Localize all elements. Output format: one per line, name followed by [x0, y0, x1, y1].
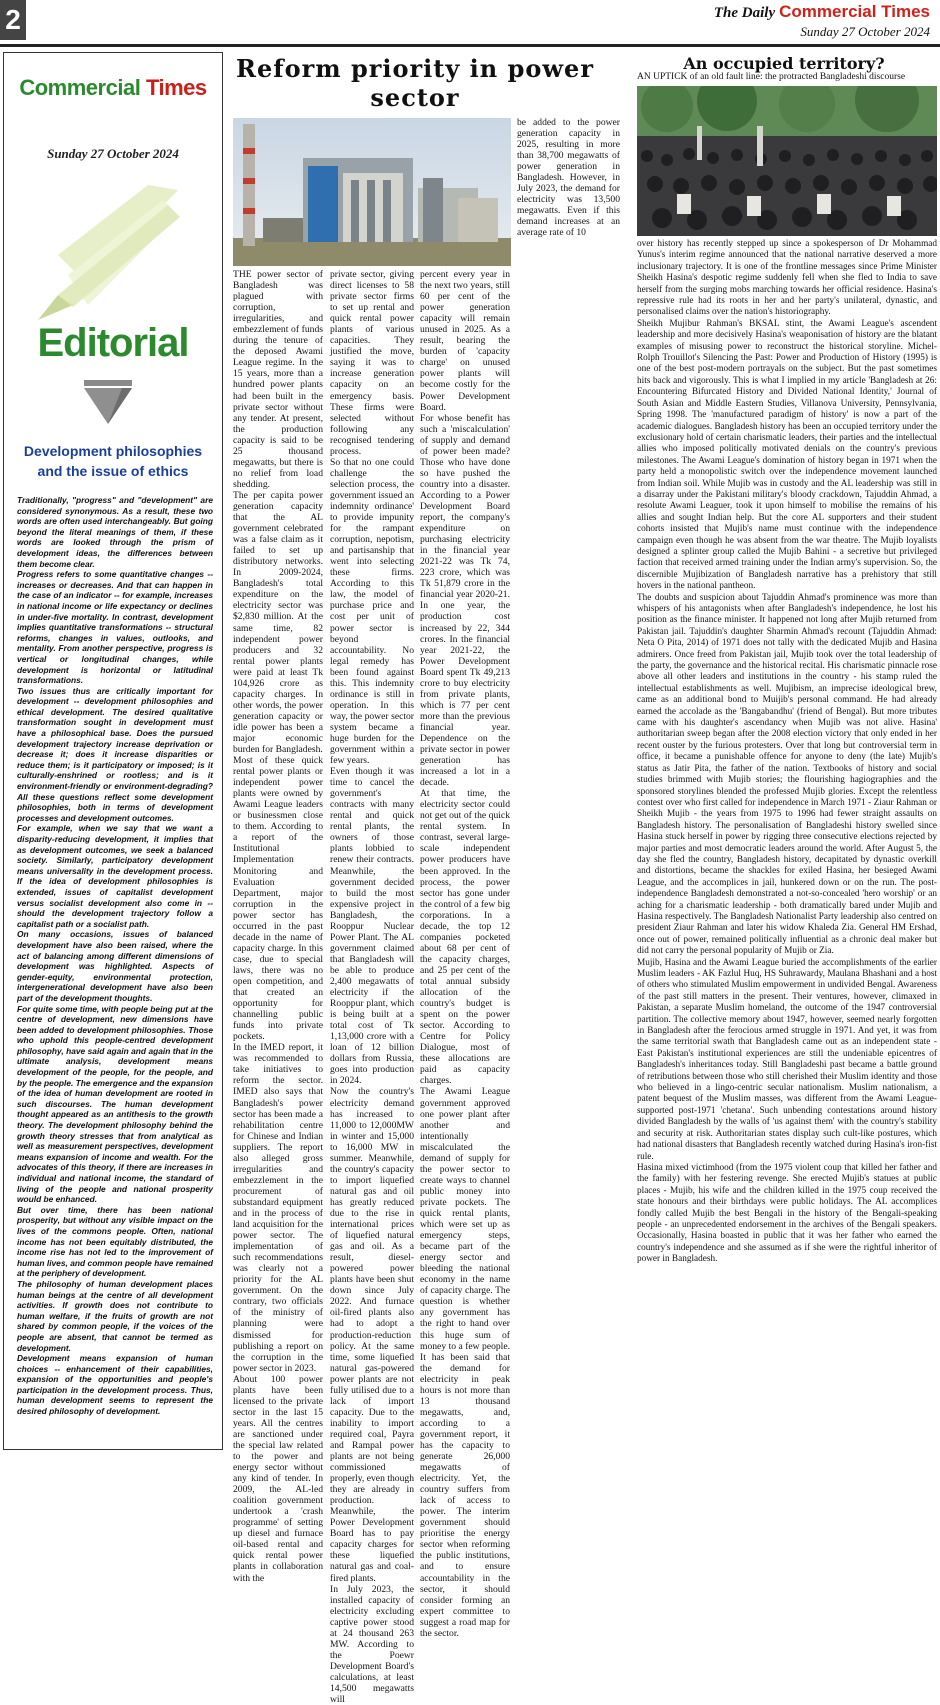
main-article-paragraph: Even though it was time to cancel the government's contracts with many rental and quick rental plants, the owners of those plants lobbied to renew their contracts. Meanwhile, the government decided to build the most expensive project in Bangladesh, the Rooppur Nuclear Power Plant. The AL government claimed that Bangladesh will be able to produce 2,400 megawatts of electricity if the Rooppur plant, which is being built at a total cost of Tk 1,13,000 crore with a loan of 12 billion dollars from Russia, goes into production in 2024. — [330, 766, 414, 1087]
page-number: 2 — [0, 0, 26, 40]
right-article-paragraph: over history has recently stepped up since a spokesperson of Dr Mohammad Yunus's interim regime announced that the national narrative deserved a more inclusionary trajectory. It is one of the frontline messages since Prime Minister Sheikh Hasina's despotic regime suddenly fell when she fled to India to save herself from the surging mobs marching towards her official residence. Hasina's repressive rule had its roots in her and her party's unilateral, dynastic, and personalised claims over the nation's historiography. — [637, 239, 937, 318]
right-article-paragraph: The doubts and suspicion about Tajuddin Ahmad's prominence was more than whispers of his antagonists when after Bangladesh's independence, he lost his position as the finance minister. It happened not long after Mujib returned from Pakistan jail. Tajuddin's daughter Sharmin Ahmad's recount (Tajuddin Ahmad: Neta O Pita, 2014) of 1971 does not tally with the dedicated Mujib and Hasina admirers. Once freed from Pakistan jail, Mujib took over the total leadership of the party, the governance and the historical recital. His charismatic pinnacle rose above all other leaders and institutions in the country - his stamp ruled the intellectual establishments as well. Mujibism, an imprecise ideological brew, came as an additional bond to Muijib's personal command. He had already earned the accolade as the 'Bangabandhu' (friend of Bengal). But more tributes came with his daughter's ascendancy when Mujib was not alive. Hasina' authoritarian sweep began after the 2008 election victory that only ended in her recent ouster by the furious protesters. Over that long but controversial term in office, it became a punishable offence for anyone to deny (the late) Mujib's status as Jatir Pita, the father of the nation. Textbooks of history and social studies brimmed with Mujib stories; the flourishing hagiographies and the sponsored storylines blended the professed Mujib glories. Except the relentless contest over who first called for independence in March 1971 - Ziaur Rahman or Sheikh Mujib - the years from 1975 to 1996 had fewer straight assaults on Bangladesh history. The personalisation of Bangladeshi history swelled since Hasina stuck herself in power by rigging three consecutive elections rejected by major parties and most democratic leaders around the world. After August 5, the day she fled the country, Bangladesh history, decapitated by dynastic overkill and distortions, became the shackles for exiled Hasina, her besieged Awami League, and the accomplices in jail, hunkered down or on the run. The post-independence Bangladesh demonstrated a not-so-concealed 'hero worship' or an aching for a charismatic leadership - both dramatically bared under Mujib and Hasina respectively. The Bangladesh Nationalist Party leadership also centred on president Ziaur Rahman and later his widow Khaleda Zia. General HM Ershad, once out of power, remained politically influential as a chronic deal maker but did not carry the personal popularity of Mujib or Zia. — [637, 592, 937, 957]
section-title-editorial: Editorial — [37, 321, 189, 365]
right-article-deck: AN UPTICK of an old fault line: the protracted Bangladeshi discourse — [637, 72, 906, 82]
crowd-protest-photo — [637, 86, 937, 236]
main-article-paragraph: The Awami League government approved one power plant after another and intentionally miscalculated the demand of supply for the power sector to create ways to channel public money into private pockets. The quick rental plants, which were set up as emergency steps, became part of the energy sector and bleeding the national economy in the name of capacity charge. The question is whether any government has the right to hand over this huge sum of money to a few people. It has been said that the demand for electricity in peak hours is not more than 13 thousand megawatts, and, according to a government report, it has the capacity to generate 26,000 megawatts of electricity. Yet, the country suffers from lack of access to power. The interim government should prioritise the energy sector when reforming the public institutions, and to ensure accountability in the sector, it should consider forming an expert committee to suggest a road map for the sector. — [420, 1086, 510, 1639]
main-article-paragraph: percent every year in the next two years, still 60 per cent of the power generation capacity will remain unused in 2025. As a result, bearing the burden of 'capacity charge' on unused power plants will become costly for the Power Development Board. — [420, 269, 510, 413]
editorial-date: Sunday 27 October 2024 — [47, 146, 179, 161]
main-article-paragraph: In the IMED report, it was recommended to take initiatives to reform the sector. IMED also says that Bangladesh's power sector has been made a rehabilitation centre for Chinese and Indian suppliers. The report also alleged gross irregularities and embezzlement in the procurement of substandard equipment and in the process of land acquisition for the power sector. The implementation of such recommendations was clearly not a priority for the AL government. On the contrary, two officials of the ministry of planning were dismissed for publishing a report on the corruption in the power sector in 2023. — [233, 1042, 323, 1374]
masthead-date: Sunday 27 October 2024 — [800, 24, 930, 39]
main-article-paragraph: Now the country's electricity demand has increased to 11,000 to 12,000MW in winter and 15,000 to 16,000 MW in summer. Meanwhile, the country's capacity to import liquefied natural gas and oil has greatly reduced due to the rise in international prices of liquefied natural gas and oil. As a result, diesel-powered power plants have been shut down since July 2022. And furnace oil-fired plants also had to adopt a production-reduction policy. At the same time, some liquefied natural gas-powered power plants are not fully utilised due to a lack of import capacity. Due to the inability to import required coal, Payra and Rampal power plants are not being commissioned properly, even though they are already in production. Meanwhile, the Power Development Board has to pay capacity charges for these liquefied natural gas and coal-fired plants. — [330, 1086, 414, 1584]
editorial-paragraph: But over time, there has been national prosperity, but without any visible impact on the lives of the commons people. Often, national income has not been equitably distributed, the income rise has not led to the improvement of human lives, and common people have remained at the periphery of development. — [17, 1204, 213, 1279]
logo-times: Times — [145, 75, 207, 100]
main-article-column-3 — [420, 269, 510, 1639]
right-article-title: An occupied territory? — [683, 54, 885, 73]
main-article-paragraph: At that time, the electricity sector could not get out of the quick rental system. In contrast, several large-scale independent power producers have been approved. In the process, the power sector has gone under the control of a few big corporations. In a decade, the top 12 companies pocketed about 68 per cent of the capacity charges, and 25 per cent of the total annual subsidy allocation of the country's budget is spent on the power sector. According to Centre for Policy Dialogue, most of these allocations are paid as capacity charges. — [420, 788, 510, 1087]
fountain-pen-icon — [28, 175, 198, 325]
right-article-paragraph: Hasina mixed victimhood (from the 1975 violent coup that killed her father and the family) with her festering revenge. She erected Mujib's statues at public places - Mujib, his wife and the children killed in the 1975 coup received the state honours and their birthdays were public holidays. The AL accomplices fondly called Mujib the best Bengali in the history of the Bengali-speaking people - an unprecedented endorsement in the archives of the Bengali speakers. Occasionally, Hasina boasted in public that it was her father who earned the country's independence and she assumed as if she were the rightful inheritor of power in Bangladesh. — [637, 1162, 937, 1265]
main-article-column-2 — [330, 269, 414, 1705]
main-article-paragraph: be added to the power generation capacity in 2025, resulting in more than 38,700 megawatts of power generation in Bangladesh. However, in July 2023, the demand for electricity was 13,500 megawatts. Even if this demand increases at an average rate of 10 — [517, 117, 620, 239]
editorial-paragraph: On many occasions, issues of balanced development have also been raised, where the act of balancing among different dimensions of development was highlighted. Aspects of gender-equity, environmental protection, intergenerational development have also been part of the development thoughts. — [17, 929, 213, 1003]
main-article-paragraph: So that no one could challenge the selection process, the government issued an indemnity ordinance' to provide impunity for the rampant corruption, nepotism, and partisanship that went into selecting these firms. According to this law, the model of purchase price and cost per unit of power sector is beyond accountability. No legal remedy has been found against this. This indemnity ordinance is still in operation. In this way, the power sector system became a huge burden for the government within a few years. — [330, 456, 414, 767]
main-article-paragraph: For whose benefit has such a 'miscalculation' of supply and demand of power been made? Those who have done so have pushed the country into a disaster. According to a Power Development Board report, the company's expenditure on purchasing electricity in the financial year 2021-22 was Tk 74, 223 crore, which was Tk 51,879 crore in the financial year 2020-21. In one year, the production cost increased by 22, 344 crores. In the financial year 2021-22, the Power Development Board spent Tk 49,213 crore to buy electricity from private plants, which is 77 per cent more than the previous financial year. Dependence on the private sector in power generation has increased a lot in a decade. — [420, 412, 510, 789]
main-article-paragraph: The per capita power generation capacity that the AL government celebrated was a false claim as it failed to set up distributory networks. In 2009-2024, Bangladesh's total expenditure on the electricity sector was $2,830 million. At the same time, 82 independent power producers and 32 rental power plants were paid at least Tk 104,926 crore as capacity charges. In other words, the power generation capacity or idle power has been a major economic burden for Bangladesh. — [233, 489, 323, 756]
main-article-paragraph: In July 2023, the installed capacity of electricity excluding captive power stood at 24 thousand 263 MW. According to the Poewr Development Board's calculations, at least 14,500 megawatts will — [330, 1583, 414, 1705]
top-rule — [0, 44, 940, 47]
editorial-paragraph: The philosophy of human development places human beings at the centre of all development activities. If growth does not contribute to human welfare, if the fruits of growth are not shared by common people, if the voices of the people are absent, that cannot be termed as development. — [17, 1278, 213, 1353]
down-arrow-icon — [78, 378, 138, 438]
editorial-paragraph: Development means expansion of human choices -- enhancement of their capabilities, expansion of the opportunities and people's participation in the development process. Thus, human development seems to represent the desired philosophy of development. — [17, 1353, 213, 1417]
masthead-paper-name: Commercial Times — [779, 2, 930, 21]
right-article-paragraph: Sheikh Mujibur Rahman's BKSAL stint, the Awami League's ascendent leadership and more decisively Hasina's weaponisation of history are the blatant examples of misusing power to reconstruct the historical storyline. Michel-Rolph Trouillot's Silencing the Past: Power and Production of History (1995) is one of the best post-modern portrayals on the subject. But the past sometimes hits back and vigorously. This is what I implied in my article 'Bangladesh at 26: Encountering Bifurcated History and Divided National Identity,' Journal of South Asian and Middle Eastern Studies, Villanova University, Pennsylvania, Spring 1998. The 'manufactured paradigm of history' is now a part of the academic dialogues. Bangladesh history has been an occupied territory under the exclusionary hold of certain charismatic leaders, their parties and the intellectual allies who imposed politically motivated denials on the country's previous milestones. The Awami League's domination of history began in 1971 when the party held a monopolistic switch over the independence movement launched from Indian soil. While Mujib was in custody and the AL leadership was still in a disarray under the Pakistani military's bloody crackdown, Tajuddin Ahmad, a resolute Awami Leaguer, took it upon himself to mobilise the remains of his allies and sought Indian help. But the core AL supporters and their student cohorts insisted that Mujib's name must continue with the independence campaign even though he was absent from the war theatre. The Mujib loyalists designed a splinter group called the Mujib Bahini - a secretive but privileged faction that received armed training under the Indian army's supervision. So, the discernible Mujibization of Bangladesh narrative has a prehistory that still hovers in the national pantheon. — [637, 318, 937, 592]
main-article-paragraph: THE power sector of Bangladesh was plagued with corruption, irregularities, and embezzlement of funds during the tenure of the deposed Awami League regime. In the 15 years, more than a hundred power plants had been built in the private sector without any tender. At present, the production capacity is said to be 25 thousand megawatts, but there is no relief from load shedding. — [233, 269, 323, 490]
masthead-the-daily: The Daily — [713, 5, 776, 21]
editorial-logo — [4, 75, 222, 101]
main-article-paragraph: private sector, giving direct licenses to 58 private sector firms to set up rental and quick rental power plants of various capacities. They justified the move, saying it was to increase generation capacity on an emergency basis. These firms were selected without following any recognised tendering process. — [330, 269, 414, 457]
main-article-column-1 — [233, 269, 323, 1584]
editorial-paragraph: Two issues thus are critically important for development -- development philosophies and ethical development. The desired qualitative transformation sought in development must have a philosophical base. Does the pursued development trajectory increase deprivation or decrease it; does it increase disparities or reduce them; is it participatory or imposed; is it culturally-enshrined or rootless; and is it environment-friendly or environment-degrading? All these questions reflect some development philosophies, both in terms of development processes and development outcomes. — [17, 685, 213, 823]
editorial-paragraph: For quite some time, with people being put at the centre of development, new dimensions have been added to development philosophies. Those who uphold this people-centred development philosophy, have said again and again that in the ultimate analysis, development means development of the people, for the people, and by the people. The emergence and the expansion of the idea of human development are rooted in such discourses. The human development thought appeared as an antithesis to the growth theory. The development philosophy behind the growth theory stresses that from analytical as well as measurement perspectives, development means expansion of income and wealth. For the advocates of this theory, if there are increases in individual and national income, the standard of living of the people and national prosperity would be enhanced. — [17, 1003, 213, 1205]
editorial-paragraph: Progress refers to some quantitative changes -- increases or decreases. And that can happen in the case of an indicator -- for example, increases in national income or life expectancy or declines in under-five mortality. In contrast, development implies quantitative transformations -- structural reforms, changes in values, outlooks, and mentality. From another perspective, progress is vertical or longitudinal changes, while development is horizontal or latitudinal transformations. — [17, 569, 213, 686]
editorial-paragraph: Traditionally, "progress" and "development" are considered synonymous. As a result, these two words are often used interchangeably. But going beyond the literal meanings of them, if these words are looked through the prism of development ideas, the differences between them become clear. — [17, 495, 213, 569]
right-article-body — [637, 239, 937, 1266]
editorial-paragraph: For example, when we say that we want a disparity-reducing development, it implies that as development outcomes, we seek a balanced society. Similarly, participatory development means universality in the development process. If the idea of development philosophies is extended, issues of capitalist development versus socialist development also come in -- should the development trajectory follow a capitalist path or a socialist path. — [17, 823, 213, 929]
main-article-paragraph: Most of these quick rental power plants or independent power plants were owned by Awami League leaders or businessmen close to them. According to a report of the Institutional Implementation Monitoring and Evaluation Department, major corruption in the power sector has occurred in the past decade in the name of capacity charge. In this case, due to special laws, there was no open competition, and that created an opportunity for channelling public funds into private pockets. — [233, 755, 323, 1043]
main-article-column-4 — [517, 117, 620, 239]
logo-commercial: Commercial — [19, 75, 141, 100]
editorial-column — [3, 52, 223, 1450]
right-article-paragraph: Mujib, Hasina and the Awami League buried the accomplishments of the earlier Muslim leaders - AK Fazlul Huq, HS Suhrawardy, Maulana Bhashani and a host of others who stimulated Muslim empowerment in undivided Bengal. Awareness of the past still matters in the present. Their ventures, however, climaxed in Pakistan, a separate Muslim homeland, the outcome of the 1947 controversial partition. The collective memory about 1947, however, seemed nearly forgotten in Bangladesh after the ferocious armed struggle in 1971. And yet, it was from the same territorial swath that Bangladesh came out as an independent state - East Pakistan's institutional experiences are still the undeniable epicentres of Bangladesh's inheritances today. Still Bangladeshi past became a battle ground of retributions between those who still cherished their Muslim identity and those who believed in a lingo-centric secular nationalism. Muslim nationalism, a patent bequest of the Muslim masses, was different from the Awami League-supported post-1971 'chetana'. Such unbending contestations around history divided Bangladesh by the walls of 'us against them' with the country's stability and security at risk. Authoritarian states display such cult-like postures, which had national disasters that Bangladesh recently watched during Hasina's iron-fist rule. — [637, 957, 937, 1162]
editorial-headline: Development philosophies and the issue of ethics — [23, 443, 203, 479]
main-article-paragraph: About 100 power plants have been licensed to the private sector in the last 15 years. All the centres are sanctioned under the special law related to the power and energy sector without any kind of tender. In 2009, the AL-led coalition government undertook a 'crash programme' of setting up diesel and furnace oil-based rental and quick rental power plants in collaboration with the — [233, 1373, 323, 1584]
editorial-body — [17, 495, 213, 1417]
masthead — [714, 2, 930, 40]
main-article-title: Reform priority in power sector — [236, 54, 594, 112]
power-plant-photo — [233, 118, 511, 266]
